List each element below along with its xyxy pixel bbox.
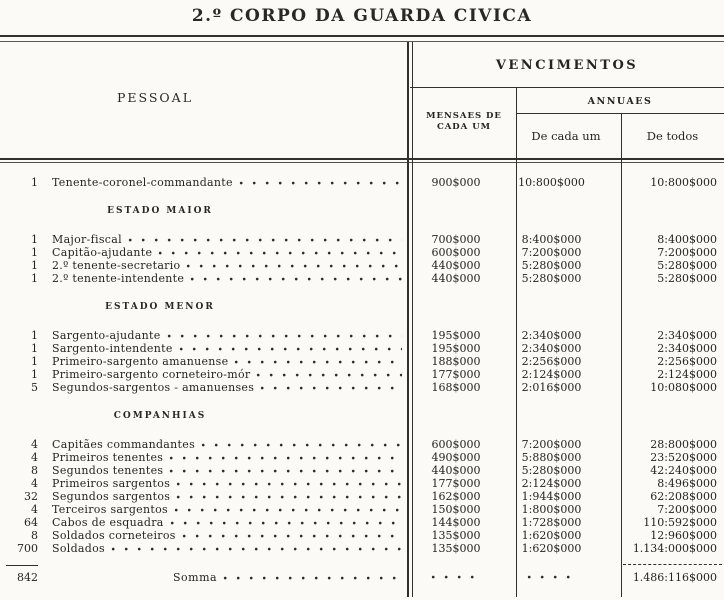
row-qty: 1 — [31, 355, 38, 368]
row-label: Major-fiscal — [52, 233, 122, 246]
cell-annual-each: 2:256$000 — [521, 355, 582, 368]
row-qty: 700 — [17, 542, 38, 555]
table-row — [0, 246, 724, 259]
row-left — [0, 259, 412, 272]
row-label: Primeiro-sargento corneteiro-mór — [52, 368, 251, 381]
cell-annual-each: 5:880$000 — [521, 451, 582, 464]
cell-monthly: 195$000 — [431, 342, 481, 355]
cell-annual-all: 5:280$000 — [657, 259, 717, 272]
leader-dots — [190, 273, 402, 284]
cell-monthly: 440$000 — [431, 464, 481, 477]
annuaes-header: ANNUAES — [587, 96, 653, 107]
table-section — [0, 302, 724, 394]
leader-dots — [170, 517, 402, 528]
cell-annual-all: 1.134:000$000 — [632, 542, 717, 555]
row-qty: 32 — [24, 490, 38, 503]
row-label: Primeiros sargentos — [52, 477, 171, 490]
row-left — [0, 503, 412, 516]
cell-annual-each: 10:800$000 — [518, 176, 585, 189]
cell-annual-all: 62:208$000 — [650, 490, 717, 503]
section-heading: ESTADO MENOR — [105, 302, 215, 312]
row-qty: 4 — [31, 438, 38, 451]
vencimentos-underline — [410, 87, 724, 88]
cell-annual-all: 2:256$000 — [657, 355, 717, 368]
table-section — [0, 206, 724, 285]
table-row — [0, 368, 724, 381]
cell-annual-all: 10:080$000 — [650, 381, 717, 394]
row-label: Sargento-intendente — [52, 342, 173, 355]
cell-annual-each: 1:728$000 — [521, 516, 582, 529]
row-left — [0, 516, 412, 529]
cell-annual-all: 2:340$000 — [657, 329, 717, 342]
top-rule-inner — [0, 41, 724, 42]
leader-dots — [174, 504, 402, 515]
row-label: Primeiros tenentes — [52, 451, 164, 464]
table-row — [0, 438, 724, 451]
total-label: Somma — [173, 571, 218, 584]
row-label: Segundos-sargentos - amanuenses — [52, 381, 255, 394]
table-row — [0, 490, 724, 503]
cell-monthly: 135$000 — [431, 529, 481, 542]
pessoal-header: PESSOAL — [116, 90, 194, 105]
leader-dots — [169, 465, 402, 476]
cell-annual-each: 1:944$000 — [521, 490, 582, 503]
row-left — [0, 542, 412, 555]
table-section — [0, 411, 724, 555]
row-qty: 8 — [31, 529, 38, 542]
cell-annual-all: 42:240$000 — [650, 464, 717, 477]
cell-annual-each: 7:200$000 — [521, 438, 582, 451]
row-label: Soldados corneteiros — [52, 529, 176, 542]
cell-annual-all: 7:200$000 — [657, 246, 717, 259]
total-monthly-dots — [412, 571, 516, 585]
table-row — [0, 381, 724, 394]
cell-monthly: 144$000 — [431, 516, 481, 529]
row-label: Segundos sargentos — [52, 490, 171, 503]
cell-monthly: 177$000 — [431, 477, 481, 490]
row-qty: 8 — [31, 464, 38, 477]
table-section — [0, 176, 724, 189]
row-qty: 4 — [31, 503, 38, 516]
row-left — [0, 490, 412, 503]
leader-dots — [431, 571, 481, 582]
table-row — [0, 176, 724, 189]
leader-dots — [234, 356, 402, 367]
cell-monthly: 162$000 — [431, 490, 481, 503]
cell-monthly: 195$000 — [431, 329, 481, 342]
cell-monthly: 177$000 — [431, 368, 481, 381]
leader-dots — [158, 247, 402, 258]
row-label: Tenente-coronel-commandante — [52, 176, 233, 189]
leader-dots — [167, 330, 402, 341]
leader-dots — [527, 571, 577, 582]
leader-dots — [182, 530, 402, 541]
row-left — [0, 176, 412, 189]
cell-annual-each: 2:124$000 — [521, 477, 582, 490]
section-heading: ESTADO MAIOR — [107, 206, 213, 216]
row-left — [0, 246, 412, 259]
row-left — [0, 368, 412, 381]
cell-annual-each: 2:016$000 — [521, 381, 582, 394]
total-qty: 842 — [17, 571, 38, 584]
cell-annual-all: 23:520$000 — [650, 451, 717, 464]
leader-dots — [176, 491, 402, 502]
table-row — [0, 464, 724, 477]
row-label: Primeiro-sargento amanuense — [52, 355, 229, 368]
cell-monthly: 135$000 — [431, 542, 481, 555]
row-label: Cabos de esquadra — [52, 516, 164, 529]
cell-annual-each: 5:280$000 — [521, 272, 582, 285]
header-rule — [0, 158, 724, 160]
cell-monthly: 188$000 — [431, 355, 481, 368]
cell-annual-all: 8:496$000 — [657, 477, 717, 490]
total-value: 1.486:116$000 — [632, 571, 717, 584]
table-body — [0, 162, 724, 555]
row-qty: 1 — [31, 233, 38, 246]
cell-monthly: 168$000 — [431, 381, 481, 394]
table-row — [0, 272, 724, 285]
de-cada-um-header: De cada um — [531, 129, 601, 143]
cell-annual-each: 2:124$000 — [521, 368, 582, 381]
page-title: 2.º CORPO DA GUARDA CIVICA — [191, 6, 533, 26]
table-row — [0, 529, 724, 542]
row-qty: 1 — [31, 329, 38, 342]
leader-dots — [223, 572, 402, 583]
cell-annual-each: 1:620$000 — [521, 542, 582, 555]
cell-annual-each: 8:400$000 — [521, 233, 582, 246]
row-qty: 1 — [31, 246, 38, 259]
section-heading: COMPANHIAS — [113, 411, 207, 421]
table-row — [0, 477, 724, 490]
cell-monthly: 700$000 — [431, 233, 481, 246]
leader-dots — [186, 260, 402, 271]
row-left — [0, 464, 412, 477]
row-qty: 1 — [31, 342, 38, 355]
table-row — [0, 259, 724, 272]
annuaes-underline — [516, 113, 724, 114]
leader-dots — [260, 382, 402, 393]
mensaes-header: MENSAES DE CADA UM — [426, 111, 502, 132]
row-label: Terceiros sargentos — [52, 503, 168, 516]
row-left — [0, 342, 412, 355]
leader-dots — [111, 543, 402, 554]
cell-annual-all: 12:960$000 — [650, 529, 717, 542]
table-row — [0, 516, 724, 529]
table-row — [0, 451, 724, 464]
leader-dots — [176, 478, 402, 489]
cell-annual-all: 110:592$000 — [643, 516, 717, 529]
table-row — [0, 342, 724, 355]
leader-dots — [256, 369, 402, 380]
cell-annual-all: 10:800$000 — [650, 176, 717, 189]
cell-monthly: 440$000 — [431, 272, 481, 285]
row-left — [0, 329, 412, 342]
cell-annual-all: 5:280$000 — [657, 272, 717, 285]
row-label: Capitão-ajudante — [52, 246, 153, 259]
table-row — [0, 503, 724, 516]
cell-annual-all: 8:400$000 — [657, 233, 717, 246]
total-left — [0, 571, 412, 584]
row-qty: 64 — [24, 516, 38, 529]
row-left — [0, 451, 412, 464]
cell-monthly: 600$000 — [431, 246, 481, 259]
leader-dots — [169, 452, 402, 463]
row-left — [0, 438, 412, 451]
total-row — [0, 571, 724, 584]
row-qty: 4 — [31, 451, 38, 464]
cell-annual-all: 2:340$000 — [657, 342, 717, 355]
cell-monthly: 490$000 — [431, 451, 481, 464]
row-label: Capitães commandantes — [52, 438, 196, 451]
row-left — [0, 233, 412, 246]
cell-annual-each: 2:340$000 — [521, 342, 582, 355]
cell-annual-each: 1:800$000 — [521, 503, 582, 516]
row-qty: 1 — [31, 176, 38, 189]
row-label: 2.º tenente-intendente — [52, 272, 185, 285]
cell-annual-each: 5:280$000 — [521, 259, 582, 272]
cell-monthly: 150$000 — [431, 503, 481, 516]
cell-monthly: 440$000 — [431, 259, 481, 272]
table-row — [0, 355, 724, 368]
cell-annual-each: 7:200$000 — [521, 246, 582, 259]
cell-annual-each: 2:340$000 — [521, 329, 582, 342]
top-rule — [0, 35, 724, 37]
row-qty: 4 — [31, 477, 38, 490]
row-qty: 1 — [31, 272, 38, 285]
row-label: Sargento-ajudante — [52, 329, 161, 342]
cell-annual-all: 2:124$000 — [657, 368, 717, 381]
table-row — [0, 542, 724, 555]
cell-annual-each: 5:280$000 — [521, 464, 582, 477]
row-left — [0, 355, 412, 368]
cell-monthly: 900$000 — [431, 176, 481, 189]
leader-dots — [179, 343, 402, 354]
row-left — [0, 272, 412, 285]
row-qty: 5 — [31, 381, 38, 394]
leader-dots — [201, 439, 402, 450]
cell-annual-all: 7:200$000 — [657, 503, 717, 516]
cell-annual-all: 28:800$000 — [650, 438, 717, 451]
row-left — [0, 529, 412, 542]
row-label: Soldados — [52, 542, 105, 555]
qty-sum-line — [6, 565, 38, 566]
de-todos-header: De todos — [646, 129, 699, 143]
total-sum-line — [623, 564, 722, 565]
total-each-dots — [516, 571, 621, 585]
row-left — [0, 477, 412, 490]
row-label: Segundos tenentes — [52, 464, 164, 477]
table-row — [0, 233, 724, 246]
table-row — [0, 329, 724, 342]
row-label: 2.º tenente-secretario — [52, 259, 181, 272]
vencimentos-header: VENCIMENTOS — [495, 58, 639, 73]
leader-dots — [128, 234, 402, 245]
row-qty: 1 — [31, 368, 38, 381]
cell-monthly: 600$000 — [431, 438, 481, 451]
row-left — [0, 381, 412, 394]
leader-dots — [239, 177, 402, 188]
cell-annual-each: 1:620$000 — [521, 529, 582, 542]
row-qty: 1 — [31, 259, 38, 272]
